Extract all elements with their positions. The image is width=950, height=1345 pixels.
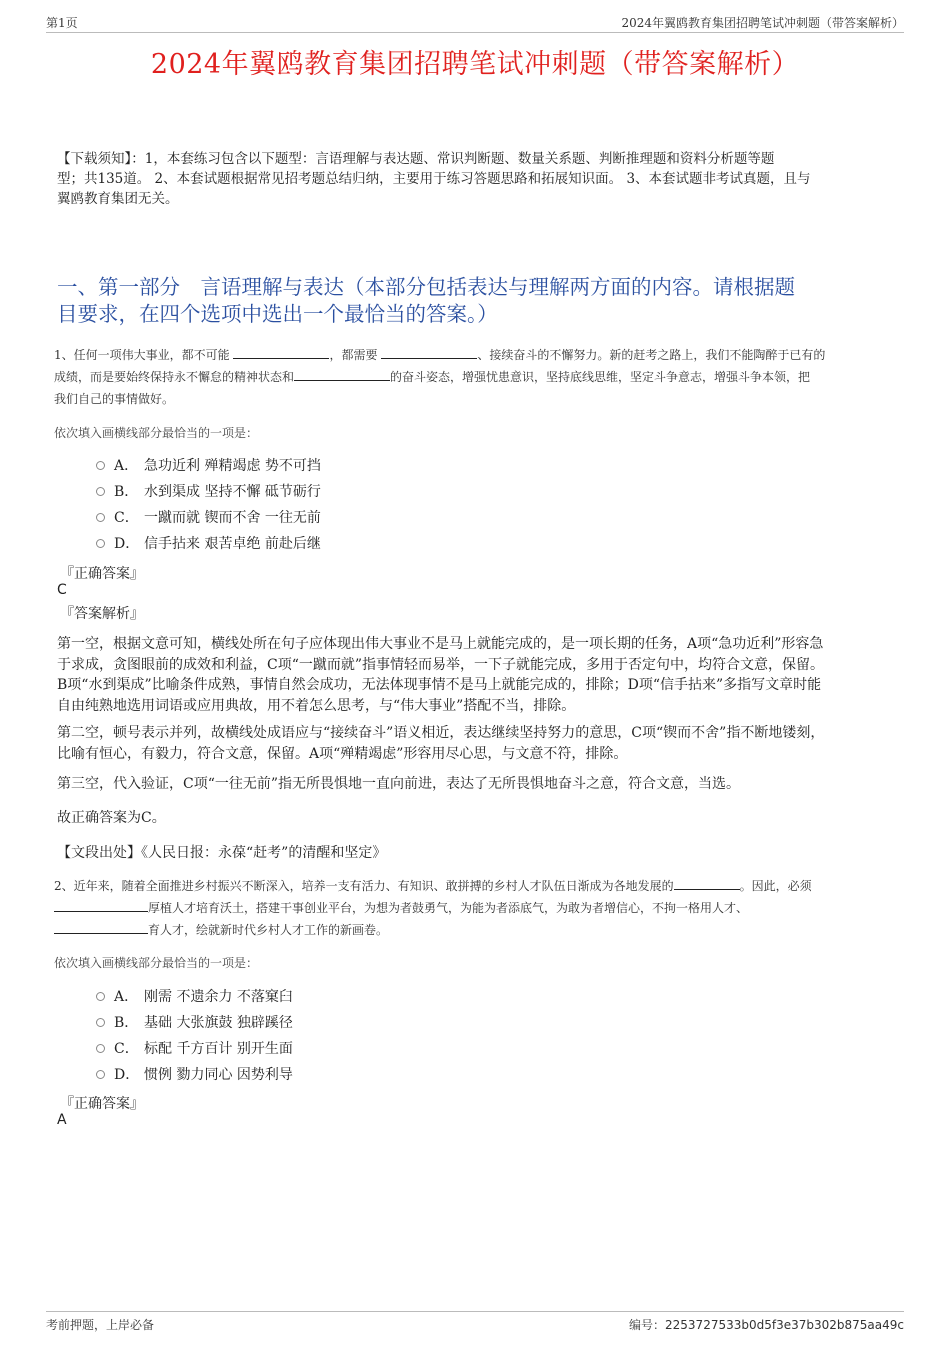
correct-answer: A (57, 1112, 67, 1128)
option-c[interactable]: C． 一蹴而就 锲而不舍 一往无前 (96, 507, 321, 527)
correct-answer-label: 『正确答案』 (60, 1096, 144, 1112)
radio-icon[interactable] (96, 1070, 105, 1079)
section-heading-line: 目要求，在四个选项中选出一个最恰当的答案。） (57, 302, 498, 326)
section-heading (57, 274, 897, 328)
question-line: 育人才，绘就新时代乡村人才工作的新画卷。 (54, 919, 894, 941)
radio-icon[interactable] (96, 461, 105, 470)
radio-icon[interactable] (96, 1018, 105, 1027)
radio-icon[interactable] (96, 1044, 105, 1053)
download-notice (57, 149, 899, 209)
option-d[interactable]: D． 惯例 勠力同心 因势利导 (96, 1064, 293, 1084)
fill-blank (381, 346, 477, 359)
analysis-paragraph: 第一空，根据文意可知，横线处所在句子应体现出伟大事业不是马上就能完成的，是一项长期的任务，A项“急功近利”形容急 于求成，贪图眼前的成效和利益，C项“一蹴而就”指事情轻而易举，一下子就能完成，多用于否定句中，均符合文意，保留。 B项“水到渠成”比喻条件成熟，事情自然会成功，无法体现事情不是马上就能完成的，排除；D项“信手拈来”多指写文章时能 自由纯熟地选用词语或应用典故，用不着怎么思考，与“伟大事业”搭配不当，排除。 (57, 636, 825, 714)
footer-slogan: 考前押题，上岸必备 (46, 1318, 155, 1332)
option-d[interactable]: D． 信手拈来 艰苦卓绝 前赴后继 (96, 533, 321, 553)
question-prompt: 依次填入画横线部分最恰当的一项是： (54, 426, 259, 440)
radio-icon[interactable] (96, 539, 105, 548)
question-2-text (54, 875, 894, 941)
question-1-text (54, 344, 894, 410)
notice-line: 型；共135道。 2、本套试题根据常见招考题总结归纳，主要用于练习答题思路和拓展知识面。 3、本套试题非考试真题，且与 (57, 171, 811, 187)
analysis-paragraph: 第二空，顿号表示并列，故横线处成语应与“接续奋斗”语义相近，表达继续坚持努力的意思，C项“锲而不舍”指不断地镂刻， 比喻有恒心，有毅力，符合文意，保留。A项“殚精竭虑”形容用尽心思，与文意不符，排除。 (57, 725, 825, 762)
option-b[interactable]: B． 水到渠成 坚持不懈 砥节砺行 (96, 481, 321, 501)
page-header (46, 12, 904, 33)
analysis-conclusion: 故正确答案为C。 (57, 810, 166, 826)
header-doc-title: 2024年翼鸥教育集团招聘笔试冲刺题（带答案解析） (621, 16, 904, 30)
option-a[interactable]: A． 急功近利 殚精竭虑 势不可挡 (96, 455, 321, 475)
fill-blank (294, 368, 390, 381)
source-citation: 【文段出处】《人民日报：永葆“赶考”的清醒和坚定》 (57, 845, 387, 861)
question-line: 我们自己的事情做好。 (54, 392, 175, 406)
page-number: 第1页 (46, 16, 78, 30)
question-line: 成绩，而是要始终保持永不懈怠的精神状态和 的奋斗姿态，增强忧患意识，坚持底线思维，坚定斗争意志，增强斗争本领，把 (54, 370, 811, 384)
radio-icon[interactable] (96, 513, 105, 522)
correct-answer-label: 『正确答案』 (60, 566, 144, 582)
question-line: 1、任何一项伟大事业，都不可能 ，都需要 、接续奋斗的不懈努力。新的赶考之路上，我们不能陶醉于已有的 (54, 348, 826, 362)
fill-blank (54, 921, 148, 934)
fill-blank (54, 899, 148, 912)
notice-line: 翼鸥教育集团无关。 (57, 191, 179, 207)
correct-answer: C (57, 582, 67, 598)
notice-line: 【下载须知】：1，本套练习包含以下题型：言语理解与表达题、常识判断题、数量关系题、判断推理题和资料分析题等题 (57, 151, 775, 167)
question-line: 厚植人才培育沃土，搭建干事创业平台，为想为者鼓勇气，为能为者添底气，为敢为者增信心，不拘一格用人才、 (54, 897, 894, 919)
radio-icon[interactable] (96, 487, 105, 496)
document-id: 编号：2253727533b0d5f3e37b302b875aa49c (629, 1318, 904, 1332)
option-b[interactable]: B． 基础 大张旗鼓 独辟蹊径 (96, 1012, 293, 1032)
section-heading-line: 一、第一部分 言语理解与表达（本部分包括表达与理解两方面的内容。请根据题 (57, 275, 795, 299)
option-a[interactable]: A． 刚需 不遗余力 不落窠臼 (96, 986, 293, 1006)
question-prompt: 依次填入画横线部分最恰当的一项是： (54, 956, 259, 970)
fill-blank (233, 346, 329, 359)
radio-icon[interactable] (96, 992, 105, 1001)
question-line: 2、近年来，随着全面推进乡村振兴不断深入，培养一支有活力、有知识、敢拼搏的乡村人才队伍日渐成为各地发展的 。因此，必须 (54, 879, 812, 893)
page-footer (46, 1311, 904, 1334)
document-title: 2024年翼鸥教育集团招聘笔试冲刺题（带答案解析） (150, 49, 800, 80)
option-c[interactable]: C． 标配 千方百计 别开生面 (96, 1038, 293, 1058)
analysis-label: 『答案解析』 (60, 606, 144, 622)
fill-blank (674, 877, 740, 890)
analysis-paragraph: 第三空，代入验证，C项“一往无前”指无所畏惧地一直向前进，表达了无所畏惧地奋斗之意，符合文意，当选。 (57, 776, 741, 792)
